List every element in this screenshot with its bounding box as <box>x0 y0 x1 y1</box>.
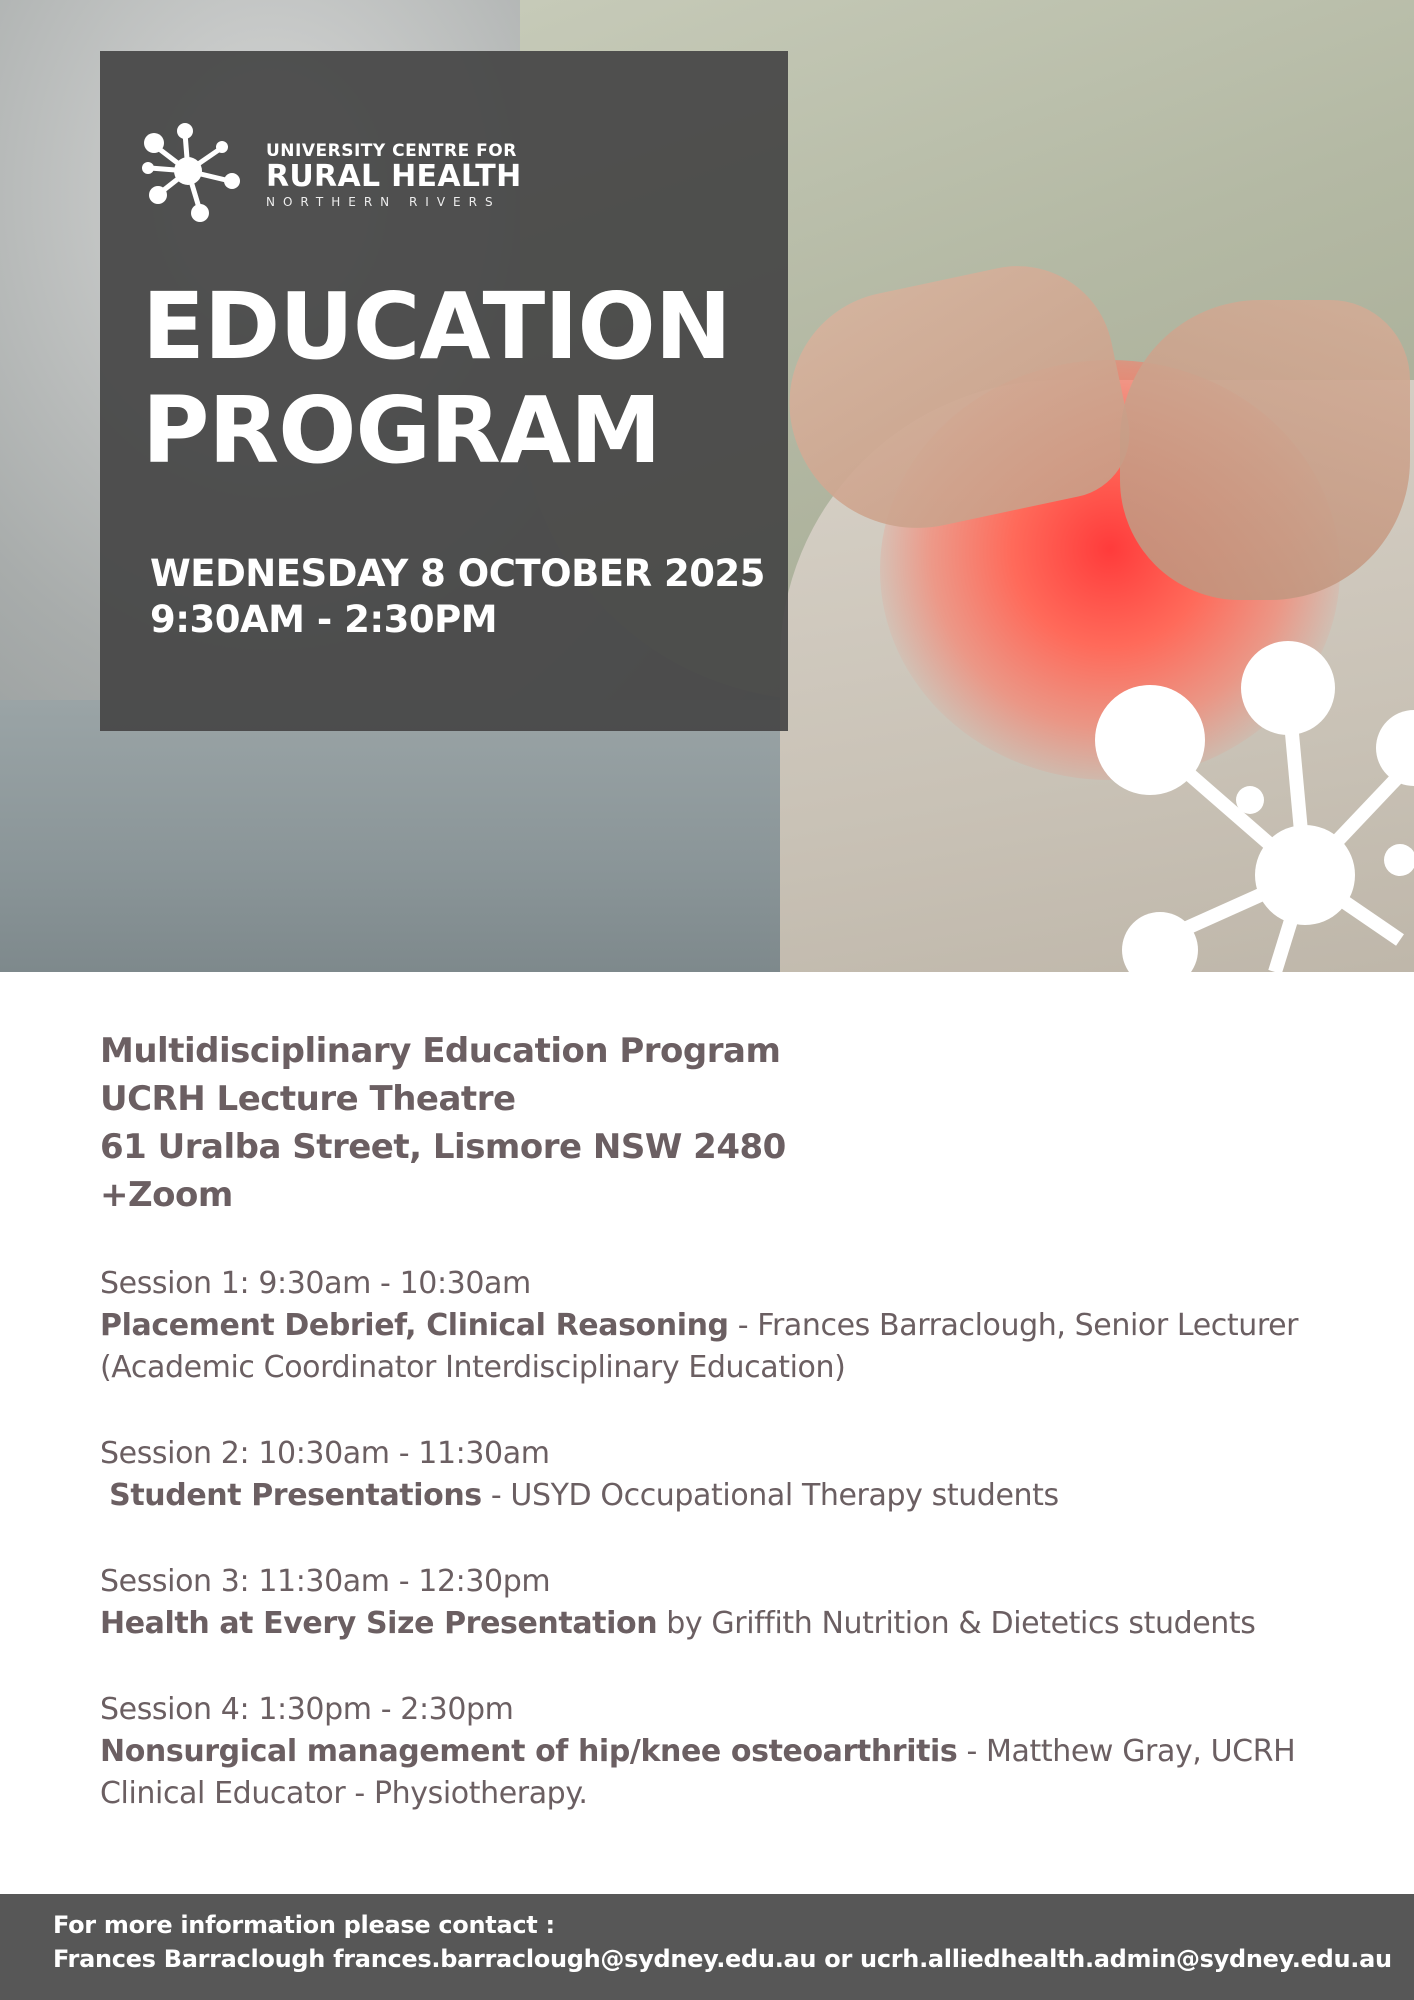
venue-block <box>100 1027 1340 1219</box>
session-description <box>100 1603 1340 1645</box>
session-detail: by Griffith Nutrition & Dietetics students <box>657 1606 1256 1641</box>
session-item <box>100 1689 1340 1815</box>
organization-name <box>266 141 521 209</box>
venue-address: 61 Uralba Street, Lismore NSW 2480 <box>100 1127 786 1167</box>
session-item <box>100 1433 1340 1517</box>
contact-footer <box>0 1894 1414 2000</box>
program-details <box>100 1027 1340 1815</box>
session-title: Health at Every Size Presentation <box>100 1606 658 1641</box>
organization-line1: UNIVERSITY CENTRE FOR <box>266 141 517 161</box>
hero-photo <box>0 0 1414 972</box>
title-line2: PROGRAM <box>142 377 661 484</box>
event-date: WEDNESDAY 8 OCTOBER 2025 <box>150 552 765 595</box>
contact-details[interactable]: Frances Barraclough frances.barraclough@sydney.edu.au or ucrh.alliedhealth.admin@sydney.edu.au <box>53 1945 1392 1973</box>
molecule-decoration-icon <box>1080 640 1414 972</box>
organization-line3: NORTHERN RIVERS <box>266 195 501 209</box>
venue-room: UCRH Lecture Theatre <box>100 1079 516 1119</box>
session-description <box>100 1475 1340 1517</box>
event-time: 9:30AM - 2:30PM <box>150 598 498 641</box>
session-title: Nonsurgical management of hip/knee osteoarthritis <box>100 1734 958 1769</box>
session-time: Session 3: 11:30am - 12:30pm <box>100 1564 551 1599</box>
title-panel <box>100 51 788 731</box>
session-description <box>100 1731 1340 1815</box>
title-line1: EDUCATION <box>142 273 731 380</box>
session-item <box>100 1263 1340 1389</box>
page-title <box>142 275 731 483</box>
ucrh-logo-icon <box>140 123 240 223</box>
session-description <box>100 1305 1340 1389</box>
session-time: Session 2: 10:30am - 11:30am <box>100 1436 550 1471</box>
session-detail: - USYD Occupational Therapy students <box>481 1478 1059 1513</box>
venue-online: +Zoom <box>100 1175 233 1215</box>
session-item <box>100 1561 1340 1645</box>
hand <box>1120 300 1410 600</box>
contact-heading: For more information please contact : <box>53 1911 555 1939</box>
program-name: Multidisciplinary Education Program <box>100 1031 781 1071</box>
event-datetime <box>150 551 765 643</box>
session-title: Student Presentations <box>109 1478 482 1513</box>
session-detail: - Matthew Gray, UCRH Clinical Educator - Physiotherapy. <box>100 1734 1296 1811</box>
session-detail: - Frances Barraclough, Senior Lecturer (Academic Coordinator Interdisciplinary Education) <box>100 1308 1299 1385</box>
organization-line2: RURAL HEALTH <box>266 159 522 194</box>
session-time: Session 4: 1:30pm - 2:30pm <box>100 1692 514 1727</box>
session-time: Session 1: 9:30am - 10:30am <box>100 1266 531 1301</box>
session-title: Placement Debrief, Clinical Reasoning <box>100 1308 729 1343</box>
